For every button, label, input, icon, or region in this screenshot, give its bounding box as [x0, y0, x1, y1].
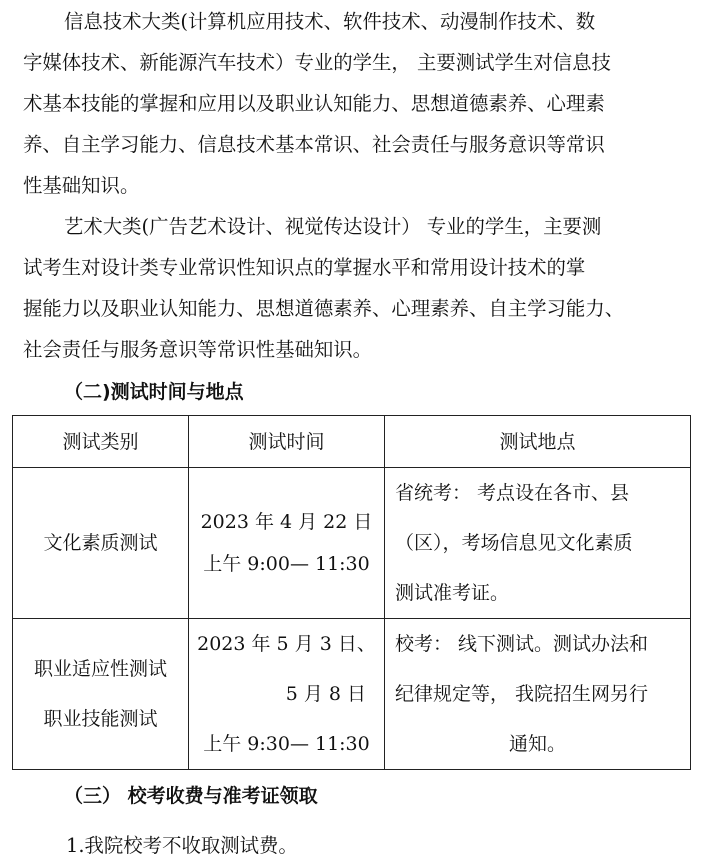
table-row — [13, 619, 691, 770]
location-text: 纪律规定等， 我院招生网另行 — [395, 683, 649, 705]
category-text: 职业适应性测试 — [33, 658, 167, 680]
category-text: 职业技能测试 — [43, 708, 158, 730]
text-line: 字媒体技术、新能源汽车技术）专业的学生， 主要测试学生对信息技 — [23, 51, 611, 74]
text-line: 信息技术大类(计算机应用技术、软件技术、动漫制作技术、数 — [64, 10, 596, 33]
time-cell — [189, 619, 385, 770]
schedule-table — [12, 415, 691, 770]
section-heading: （二)测试时间与地点 — [64, 381, 244, 403]
time-cell — [189, 468, 385, 619]
column-header-location: 测试地点 — [385, 416, 691, 468]
text-line: 社会责任与服务意识等常识性基础知识。 — [23, 338, 373, 361]
location-text: 通知。 — [508, 733, 566, 755]
time-range-text: 上午 9:00— 11:30 — [203, 553, 370, 575]
time-range-text: 上午 9:30— 11:30 — [203, 733, 370, 755]
text-line: 试考生对设计类专业常识性知识点的掌握水平和常用设计技术的掌 — [23, 256, 586, 279]
date-text: 2023 年 4 月 22 日 — [200, 511, 373, 533]
category-cell — [13, 619, 189, 770]
table-header-row — [13, 416, 691, 468]
table-row — [13, 468, 691, 619]
column-header-category: 测试类别 — [13, 416, 189, 468]
date-text: 2023 年 5 月 3 日、 — [197, 633, 376, 655]
text-line: 艺术大类(广告艺术设计、视觉传达设计） 专业的学生，主要测 — [64, 215, 602, 238]
text-line: 养、自主学习能力、信息技术基本常识、社会责任与服务意识等常识 — [23, 133, 605, 156]
category-text: 文化素质测试 — [43, 532, 158, 554]
location-cell — [385, 468, 691, 619]
text-line: 性基础知识。 — [23, 174, 140, 197]
text-line: 握能力以及职业认知能力、思想道德素养、心理素养、自主学习能力、 — [23, 297, 625, 320]
date-text: 5 月 8 日 — [285, 683, 366, 705]
location-text: 校考： 线下测试。测试办法和 — [395, 633, 649, 655]
location-text: 省统考： 考点设在各市、县 — [395, 482, 630, 504]
section-heading: （三） 校考收费与准考证领取 — [64, 785, 318, 807]
list-item: 1.我院校考不收取测试费。 — [66, 834, 298, 857]
location-text: （区），考场信息见文化素质 — [395, 532, 633, 554]
location-cell — [385, 619, 691, 770]
category-cell — [13, 468, 189, 619]
column-header-time: 测试时间 — [189, 416, 385, 468]
location-text: 测试准考证。 — [395, 582, 510, 604]
text-line: 术基本技能的掌握和应用以及职业认知能力、思想道德素养、心理素 — [23, 92, 605, 115]
